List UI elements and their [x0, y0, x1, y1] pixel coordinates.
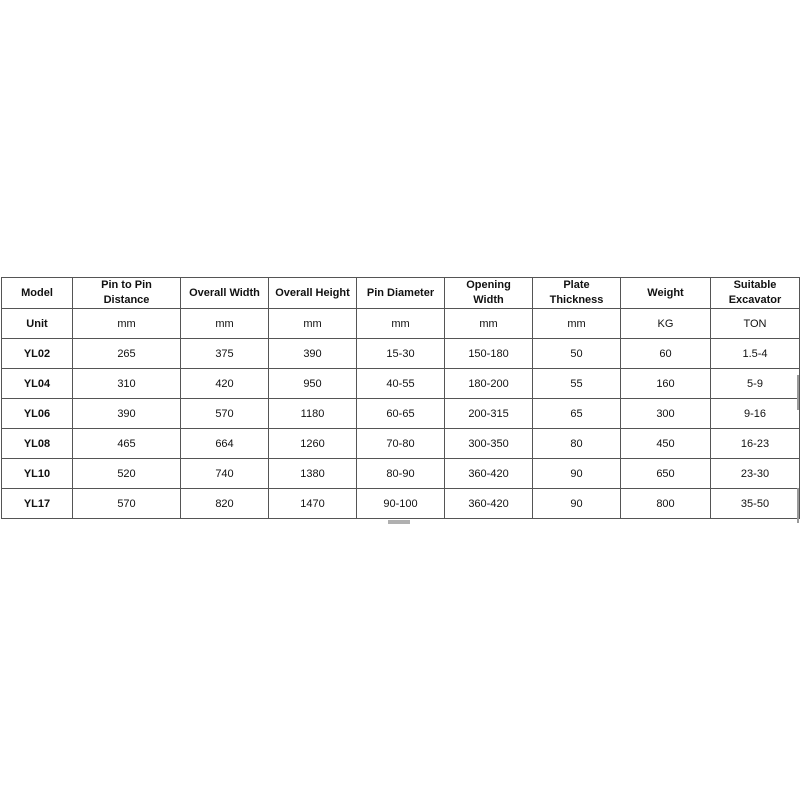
header-plate-thickness	[533, 278, 621, 309]
table-cell: 1260	[269, 429, 357, 459]
header-opening-width	[445, 278, 533, 309]
header-model	[2, 278, 73, 309]
table-cell: 1380	[269, 459, 357, 489]
header-overall-width-text: Overall Width	[189, 286, 260, 299]
table-cell-model: YL08	[2, 429, 73, 459]
table-cell: TON	[711, 309, 800, 339]
header-weight-text: Weight	[647, 286, 684, 299]
table-cell-model: YL04	[2, 369, 73, 399]
table-cell: 664	[181, 429, 269, 459]
table-cell: 1470	[269, 489, 357, 519]
table-cell: 820	[181, 489, 269, 519]
table-cell: 80-90	[357, 459, 445, 489]
table-cell: 520	[73, 459, 181, 489]
table-cell: 420	[181, 369, 269, 399]
table-cell: KG	[621, 309, 711, 339]
header-pin-to-pin	[73, 278, 181, 309]
table-cell: 80	[533, 429, 621, 459]
table-cell: 450	[621, 429, 711, 459]
header-suitable-excavator-line2: Excavator	[728, 294, 782, 306]
header-opening-width-line1: Opening	[466, 279, 511, 291]
table-row-unit	[2, 309, 800, 339]
header-row	[2, 278, 800, 309]
table-cell: 90-100	[357, 489, 445, 519]
table-cell: 650	[621, 459, 711, 489]
table-cell: 150-180	[445, 339, 533, 369]
header-pin-to-pin-line1: Pin to Pin	[101, 279, 152, 291]
table-cell: 35-50	[711, 489, 800, 519]
header-pin-diameter	[357, 278, 445, 309]
table-cell: 65	[533, 399, 621, 429]
header-overall-height	[269, 278, 357, 309]
table-row	[2, 339, 800, 369]
table-cell: 800	[621, 489, 711, 519]
scan-artifact-mark	[388, 520, 410, 524]
table-cell: 70-80	[357, 429, 445, 459]
header-plate-thickness-line2: Thickness	[549, 294, 604, 306]
table-row	[2, 489, 800, 519]
table-cell: mm	[357, 309, 445, 339]
table-cell: 200-315	[445, 399, 533, 429]
table-cell: 390	[73, 399, 181, 429]
table-cell: 60-65	[357, 399, 445, 429]
table-cell: 950	[269, 369, 357, 399]
table-cell: 16-23	[711, 429, 800, 459]
table-cell: 5-9	[711, 369, 800, 399]
table-cell: 300-350	[445, 429, 533, 459]
scan-edge-mark	[797, 375, 799, 410]
table-cell: 9-16	[711, 399, 800, 429]
spec-table	[1, 277, 800, 519]
table-cell: mm	[533, 309, 621, 339]
table-cell: 90	[533, 459, 621, 489]
table-cell: 570	[73, 489, 181, 519]
table-cell-model: YL02	[2, 339, 73, 369]
table-cell: 1.5-4	[711, 339, 800, 369]
table-cell: 15-30	[357, 339, 445, 369]
header-pin-to-pin-line2: Distance	[103, 294, 150, 306]
table-cell: mm	[73, 309, 181, 339]
header-pin-diameter-text: Pin Diameter	[366, 286, 435, 299]
table-cell: 570	[181, 399, 269, 429]
table-cell: 40-55	[357, 369, 445, 399]
table-cell: 360-420	[445, 459, 533, 489]
table-cell: mm	[181, 309, 269, 339]
table-cell: 465	[73, 429, 181, 459]
table-cell: 160	[621, 369, 711, 399]
header-overall-height-text: Overall Height	[275, 286, 350, 299]
table-row	[2, 399, 800, 429]
table-cell-model: YL10	[2, 459, 73, 489]
table-cell: 60	[621, 339, 711, 369]
scan-edge-mark	[797, 488, 799, 523]
table-row	[2, 369, 800, 399]
header-model-text: Model	[21, 286, 53, 299]
header-plate-thickness-line1: Plate	[563, 279, 590, 291]
header-suitable-excavator-line1: Suitable	[733, 279, 777, 291]
table-cell: 265	[73, 339, 181, 369]
table-cell-model: YL17	[2, 489, 73, 519]
header-opening-width-line2: Width	[473, 294, 504, 306]
table-cell: 55	[533, 369, 621, 399]
table-cell: 23-30	[711, 459, 800, 489]
header-weight	[621, 278, 711, 309]
table-cell: 360-420	[445, 489, 533, 519]
header-overall-width	[181, 278, 269, 309]
table-row	[2, 459, 800, 489]
table-cell: 300	[621, 399, 711, 429]
table-cell: mm	[269, 309, 357, 339]
table-cell: mm	[445, 309, 533, 339]
table-cell-label: Unit	[2, 309, 73, 339]
header-suitable-excavator	[711, 278, 800, 309]
table-cell: 740	[181, 459, 269, 489]
table-cell: 50	[533, 339, 621, 369]
table-row	[2, 429, 800, 459]
table-cell: 90	[533, 489, 621, 519]
table-cell: 375	[181, 339, 269, 369]
table-cell: 310	[73, 369, 181, 399]
table-cell-model: YL06	[2, 399, 73, 429]
table-cell: 180-200	[445, 369, 533, 399]
table-cell: 1180	[269, 399, 357, 429]
table-cell: 390	[269, 339, 357, 369]
